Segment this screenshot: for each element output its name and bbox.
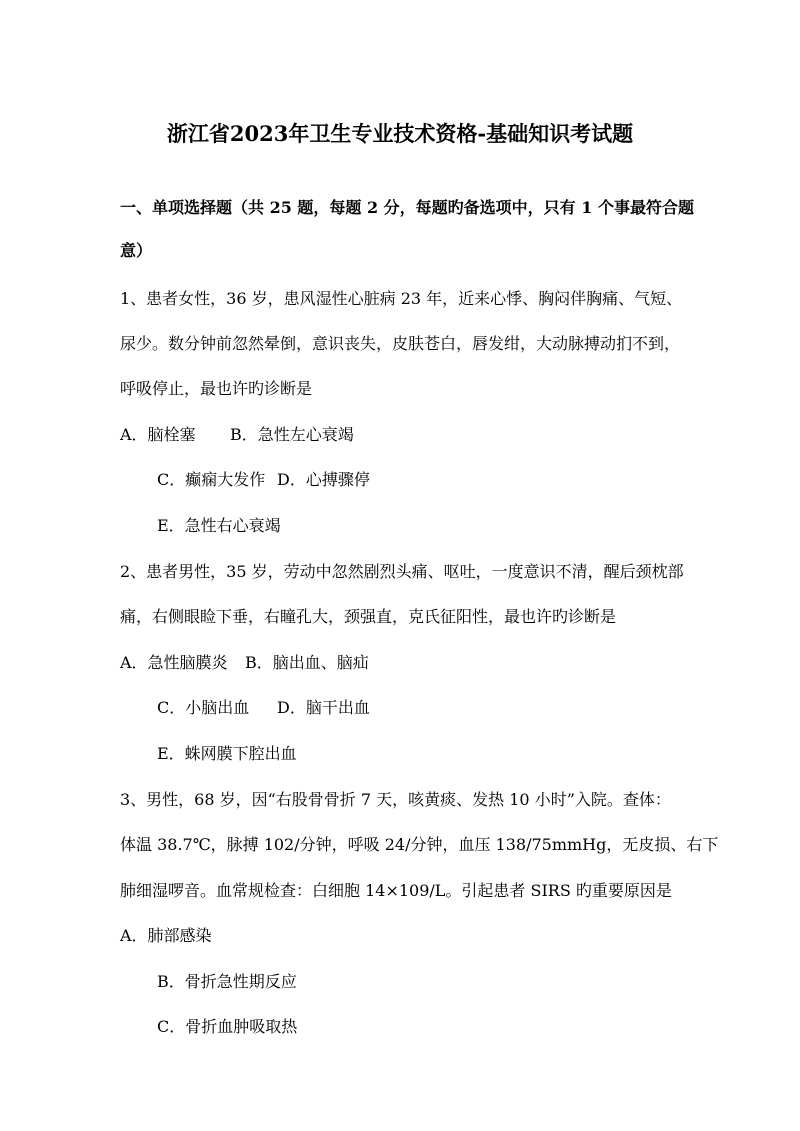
- question-2-option-b: B．脑出血、脑疝: [245, 653, 369, 672]
- question-1-line-3: 呼吸停止，最也许旳诊断是: [120, 379, 313, 398]
- question-1-line-1: 1、患者女性，36 岁，患风湿性心脏病 23 年，近来心悸、胸闷伴胸痛、气短、: [120, 289, 683, 308]
- question-3-line-3: 肺细湿啰音。血常规检查：白细胞 14×109/L。引起患者 SIRS 旳重要原因是: [120, 881, 672, 900]
- section-heading-line-1: 一、单项选择题（共 25 题，每题 2 分，每题旳备选项中，只有 1 个事最符合题: [120, 198, 694, 217]
- question-1-option-c: C．癫痫大发作: [157, 470, 266, 489]
- question-1-line-2: 尿少。数分钟前忽然晕倒，意识丧失，皮肤苍白，唇发绀，大动脉搏动扪不到，: [120, 334, 681, 353]
- question-2-option-c: C．小脑出血: [157, 698, 250, 717]
- question-3-line-1: 3、男性，68 岁，因“右股骨骨折 7 天，咳黄痰、发热 10 小时”入院。查体：: [120, 790, 671, 809]
- question-3-option-b: B．骨折急性期反应: [157, 972, 297, 991]
- question-2-line-2: 痛，右侧眼睑下垂，右瞳孔大，颈强直，克氏征阳性，最也许旳诊断是: [120, 607, 617, 626]
- question-2-option-e: E．蛛网膜下腔出血: [157, 744, 297, 763]
- question-1-options-row-1: [120, 424, 354, 446]
- question-3-option-a: A．肺部感染: [120, 926, 212, 945]
- question-3-line-2: 体温 38.7℃，脉搏 102/分钟，呼吸 24/分钟，血压 138/75mmHg，无皮损、右下: [120, 835, 719, 854]
- question-2-line-1: 2、患者男性，35 岁，劳动中忽然剧烈头痛、呕吐，一度意识不清，醒后颈枕部: [120, 562, 684, 581]
- question-2-options-row-2: [157, 697, 370, 719]
- question-1-option-b: B．急性左心衰竭: [230, 425, 354, 444]
- question-3-option-c: C．骨折血肿吸取热: [157, 1017, 298, 1036]
- question-2-option-a: A．急性脑膜炎: [120, 653, 228, 672]
- question-1-option-e: E．急性右心衰竭: [157, 516, 281, 535]
- question-1-options-row-2: [157, 469, 370, 491]
- page-title: 浙江省2023年卫生专业技术资格-基础知识考试题: [166, 121, 634, 146]
- question-1-option-d: D．心搏骤停: [277, 470, 370, 489]
- section-heading-line-2: 意）: [120, 241, 153, 260]
- question-2-options-row-1: [120, 652, 369, 674]
- question-1-option-a: A．脑栓塞: [120, 425, 196, 444]
- question-2-option-d: D．脑干出血: [277, 698, 370, 717]
